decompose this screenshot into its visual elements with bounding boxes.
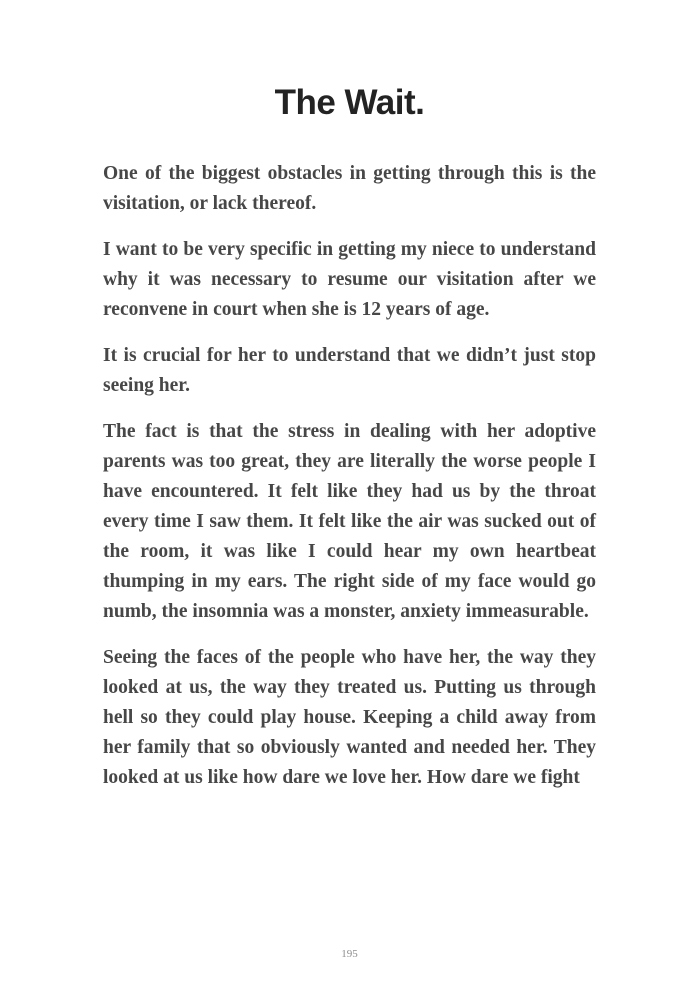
paragraph: Seeing the faces of the people who have her, the way they looked at us, the way they treated us. Putting us through hell so they could play house. Keeping a child away from her family that so obviously wanted and needed her. They looked at us like how dare we love her. How dare we fight bbox=[103, 646, 596, 788]
paragraph: One of the biggest obstacles in getting through this is the visitation, or lack thereof. bbox=[103, 162, 596, 214]
page-content bbox=[103, 0, 596, 809]
page-number: 195 bbox=[341, 948, 358, 960]
paragraph: The fact is that the stress in dealing with her adoptive parents was too great, they are literally the worse people I have encountered. It felt like they had us by the throat every time I saw them. It felt like the air was sucked out of the room, it was like I could hear my own heartbeat thumping in my ears. The right side of my face would go numb, the insomnia was a monster, anxiety immeasurable. bbox=[103, 420, 596, 622]
chapter-title: The Wait. bbox=[274, 83, 425, 122]
paragraph: I want to be very specific in getting my niece to understand why it was necessary to resume our visitation after we reconvene in court when she is 12 years of age. bbox=[103, 238, 596, 320]
paragraph: It is crucial for her to understand that we didn’t just stop seeing her. bbox=[103, 344, 596, 396]
body-text bbox=[103, 159, 596, 793]
